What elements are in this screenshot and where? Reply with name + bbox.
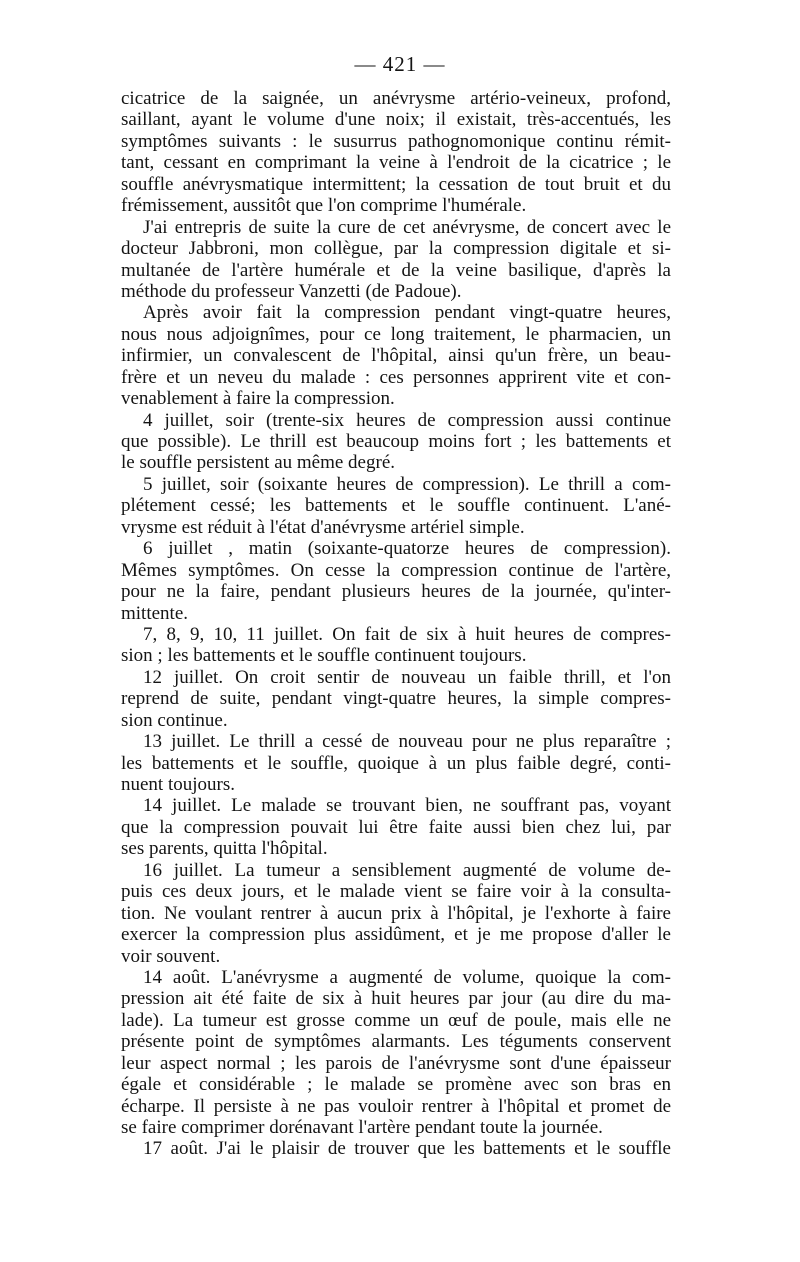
text-line: voir souvent. xyxy=(121,945,221,967)
text-line: égale et considérable ; le malade se promène avec son bras en xyxy=(121,1074,671,1096)
text-line: sion ; les battements et le souffle continuent toujours. xyxy=(121,645,527,667)
text-line: Après avoir fait la compression pendant vingt-quatre heures, xyxy=(143,302,671,324)
text-line: exercer la compression plus assidûment, et je me propose d'aller le xyxy=(121,924,671,946)
text-line: leur aspect normal ; les parois de l'anévrysme sont d'une épaisseur xyxy=(121,1052,671,1074)
text-line: frémissement, aussitôt que l'on comprime l'humérale. xyxy=(121,195,527,217)
text-line: infirmier, un convalescent de l'hôpital, ainsi qu'un frère, un beau- xyxy=(121,345,671,367)
text-line: vrysme est réduit à l'état d'anévrysme artériel simple. xyxy=(121,516,525,538)
text-line: 17 août. J'ai le plaisir de trouver que les battements et le souffle xyxy=(143,1138,671,1160)
text-line: présente point de symptômes alarmants. Les téguments conservent xyxy=(121,1031,671,1053)
text-line: lade). La tumeur est grosse comme un œuf de poule, mais elle ne xyxy=(121,1009,671,1031)
text-line: souffle anévrysmatique intermittent; la cessation de tout bruit et du xyxy=(121,173,671,195)
text-line: que la compression pouvait lui être faite aussi bien chez lui, par xyxy=(121,816,671,838)
text-line: écharpe. Il persiste à ne pas vouloir rentrer à l'hôpital et promet de xyxy=(121,1095,671,1117)
text-line: que possible). Le thrill est beaucoup moins fort ; les battements et xyxy=(121,431,671,452)
page-number: — 421 — xyxy=(354,52,446,76)
text-line: plétement cessé; les battements et le souffle continuent. L'ané- xyxy=(121,495,671,517)
text-line: les battements et le souffle, quoique à un plus faible degré, conti- xyxy=(121,752,671,774)
text-line: mittente. xyxy=(121,602,189,624)
text-line: nuent toujours. xyxy=(121,774,235,795)
text-line: docteur Jabbroni, mon collègue, par la compression digitale et si- xyxy=(121,238,671,260)
text-line: Mêmes symptômes. On cesse la compression continue de l'artère, xyxy=(121,559,671,581)
text-line: 13 juillet. Le thrill a cessé de nouveau pour ne plus reparaître ; xyxy=(143,731,671,753)
text-line: le souffle persistent au même degré. xyxy=(121,452,395,474)
text-line: 14 août. L'anévrysme a augmenté de volume, quoique la com- xyxy=(143,966,671,988)
text-line: 6 juillet , matin (soixante-quatorze heures de compression). xyxy=(143,538,671,560)
text-line: 12 juillet. On croit sentir de nouveau un faible thrill, et l'on xyxy=(143,666,671,688)
text-line: méthode du professeur Vanzetti (de Padoue). xyxy=(121,280,462,302)
text-line: multanée de l'artère humérale et de la veine basilique, d'après la xyxy=(121,259,671,281)
text-line: 5 juillet, soir (soixante heures de compression). Le thrill a com- xyxy=(143,473,671,495)
text-line: 14 juillet. Le malade se trouvant bien, ne souffrant pas, voyant xyxy=(143,795,671,817)
text-line: sion continue. xyxy=(121,709,228,731)
text-line: ses parents, quitta l'hôpital. xyxy=(121,838,328,860)
text-line: se faire comprimer dorénavant l'artère pendant toute la journée. xyxy=(121,1117,603,1138)
text-line: tion. Ne voulant rentrer à aucun prix à l'hôpital, je l'exhorte à faire xyxy=(121,902,671,924)
text-line: pour ne la faire, pendant plusieurs heures de la journée, qu'inter- xyxy=(121,581,671,603)
text-line: puis ces deux jours, et le malade vient se faire voir à la consulta- xyxy=(121,881,671,903)
text-line: frère et un neveu du malade : ces personnes apprirent vite et con- xyxy=(121,366,671,388)
text-line: 4 juillet, soir (trente-six heures de compression aussi continue xyxy=(143,409,671,431)
text-line: J'ai entrepris de suite la cure de cet anévrysme, de concert avec le xyxy=(143,216,671,238)
text-line: 7, 8, 9, 10, 11 juillet. On fait de six à huit heures de compres- xyxy=(143,623,671,645)
text-line: tant, cessant en comprimant la veine à l'endroit de la cicatrice ; le xyxy=(121,152,671,174)
text-line: nous nous adjoignîmes, pour ce long traitement, le pharmacien, un xyxy=(121,323,671,345)
text-line: pression ait été faite de six à huit heures par jour (au dire du ma- xyxy=(121,988,671,1010)
text-line: reprend de suite, pendant vingt-quatre heures, la simple compres- xyxy=(121,688,671,710)
text-line: 16 juillet. La tumeur a sensiblement augmenté de volume de- xyxy=(143,859,671,881)
text-line: symptômes suivants : le susurrus pathognomonique continu rémit- xyxy=(121,130,671,152)
text-line: venablement à faire la compression. xyxy=(121,388,395,410)
text-line: saillant, ayant le volume d'une noix; il existait, très-accentués, les xyxy=(121,109,671,131)
text-line: cicatrice de la saignée, un anévrysme artério-veineux, profond, xyxy=(121,88,671,109)
body-text xyxy=(121,88,671,1160)
